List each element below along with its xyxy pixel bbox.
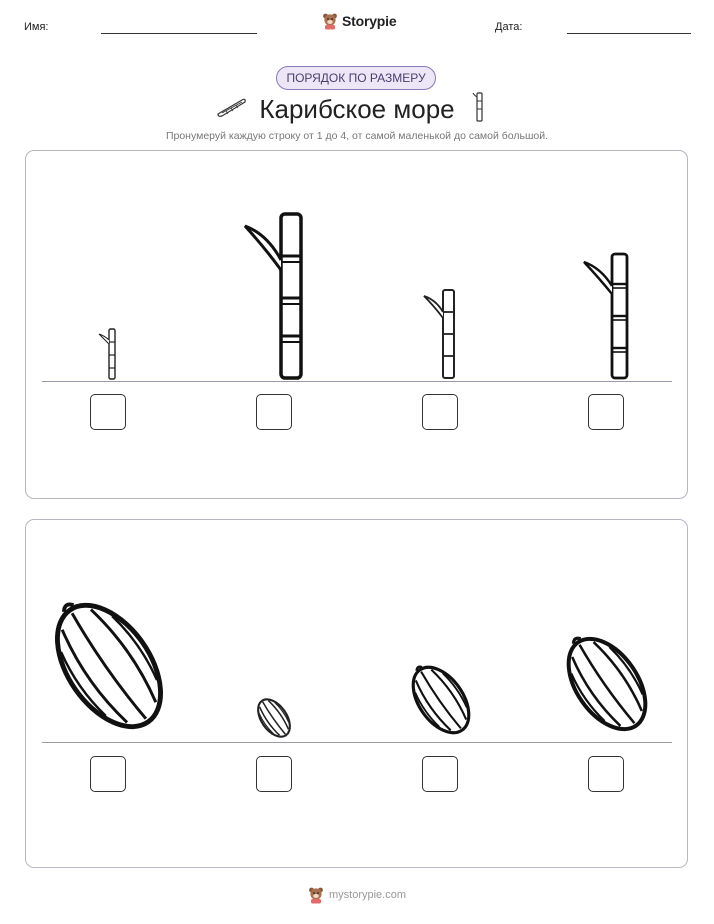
- page-title: Карибское море: [259, 94, 455, 124]
- footer-site-link[interactable]: mystorypie.com: [328, 889, 407, 901]
- footer: [0, 886, 714, 904]
- brand-name: Storypie: [342, 13, 397, 29]
- coconut-icon: [252, 694, 296, 742]
- date-field[interactable]: [567, 33, 691, 34]
- coconut-icon: [554, 626, 660, 742]
- coconut-icon: [404, 658, 478, 742]
- number-box[interactable]: [588, 394, 624, 430]
- sugarcane-icon: [472, 91, 486, 123]
- number-box[interactable]: [90, 756, 126, 792]
- number-box[interactable]: [422, 394, 458, 430]
- bear-mascot-icon: [322, 12, 338, 30]
- number-box[interactable]: [422, 756, 458, 792]
- instructions: Пронумеруй каждую строку от 1 до 4, от самой маленькой до самой большой.: [165, 130, 549, 142]
- number-box[interactable]: [90, 394, 126, 430]
- sugarcane-icon: [243, 212, 305, 380]
- topic-badge: ПОРЯДОК ПО РАЗМЕРУ: [276, 66, 436, 90]
- sugarcane-icon: [423, 288, 459, 380]
- bear-mascot-icon: [308, 886, 324, 904]
- coconut-icon: [40, 588, 178, 744]
- number-box[interactable]: [588, 756, 624, 792]
- name-label: Имя:: [24, 21, 49, 33]
- sugarcane-icon: [98, 328, 122, 380]
- name-field[interactable]: [101, 33, 257, 34]
- number-box[interactable]: [256, 394, 292, 430]
- brand-logo: [322, 12, 396, 30]
- sugarcane-icon: [583, 252, 633, 380]
- date-label: Дата:: [495, 21, 523, 33]
- ground-line: [42, 381, 672, 382]
- number-box[interactable]: [256, 756, 292, 792]
